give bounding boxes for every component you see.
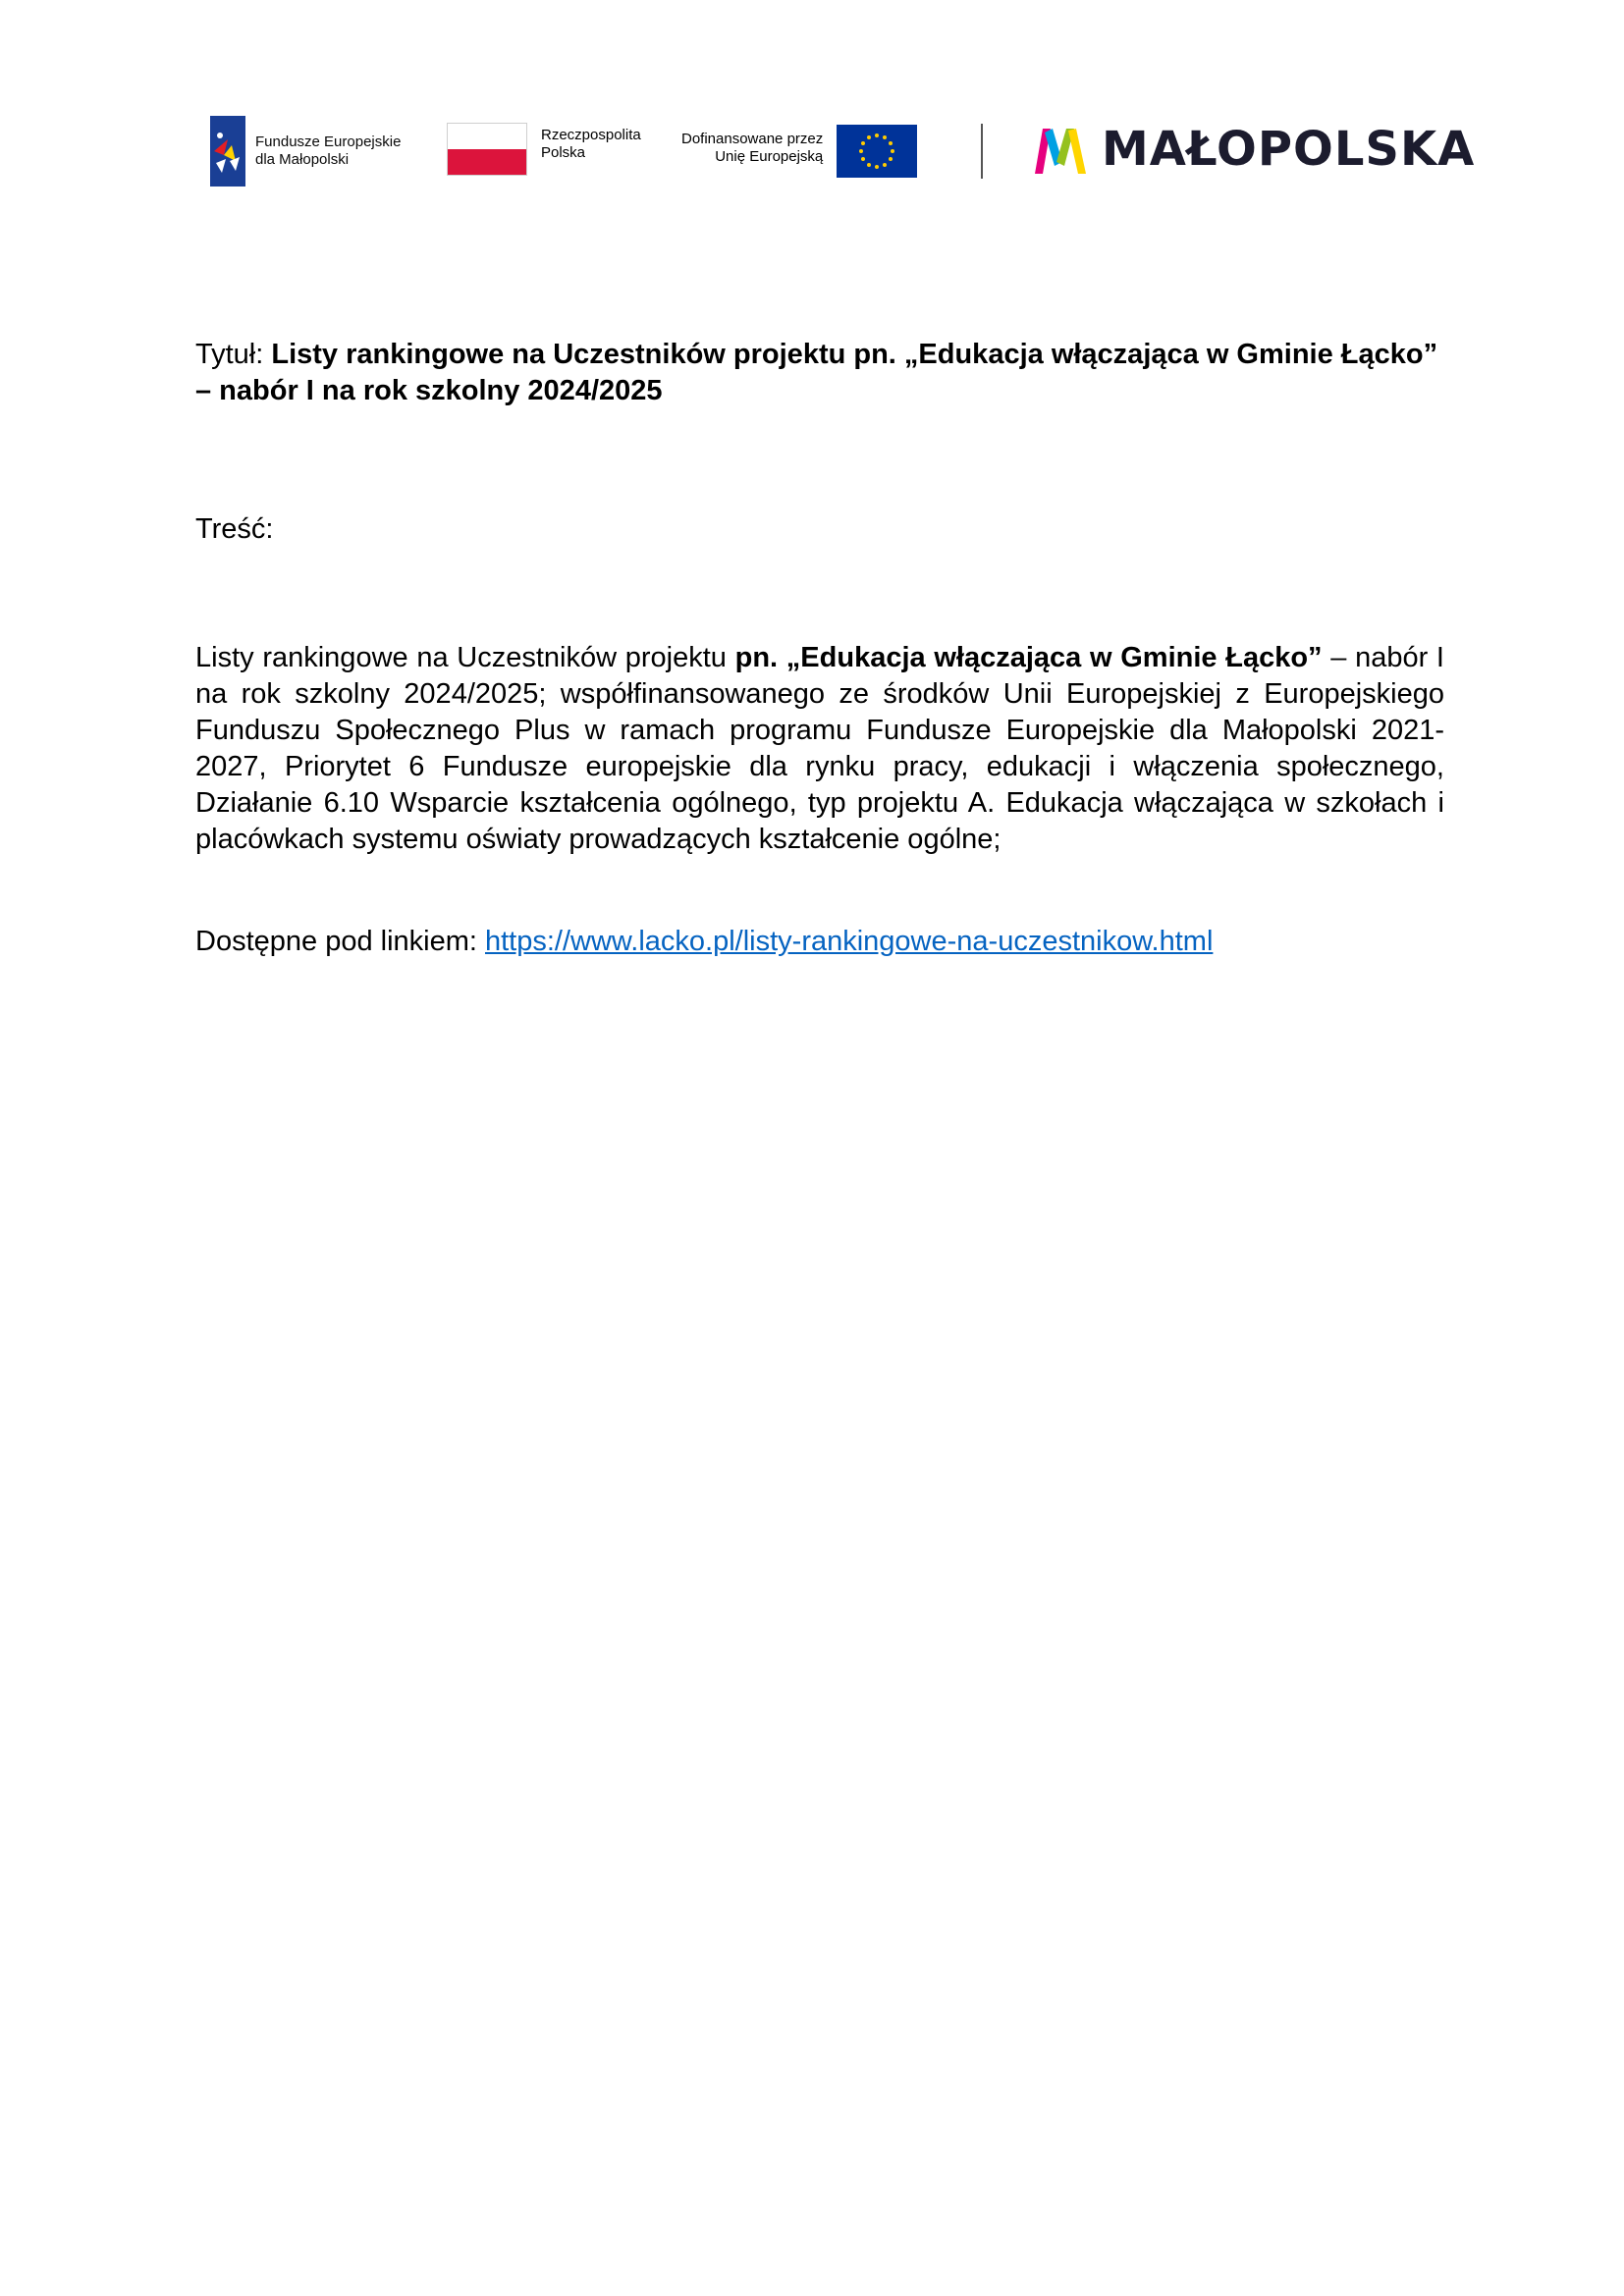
malopolska-logo <box>1033 120 1475 179</box>
malopolska-wordmark: MAŁOPOLSKA <box>1102 122 1476 177</box>
eu-logo-line1: Dofinansowane przez <box>681 131 824 147</box>
ranking-lists-link[interactable]: https://www.lacko.pl/listy-rankingowe-na-uczestnikow.html <box>485 926 1214 957</box>
link-label: Dostępne pod linkiem: <box>195 926 485 957</box>
fundusze-europejskie-logo <box>210 116 401 187</box>
eu-cofinanced-logo <box>681 125 917 178</box>
fundusze-europejskie-icon <box>210 116 245 187</box>
body-text-part1: Listy rankingowe na Uczestników projektu <box>195 642 735 673</box>
content-label: Treść: <box>195 513 274 545</box>
eu-flag-icon <box>837 125 917 178</box>
body-paragraph <box>195 640 1444 858</box>
title-label: Tytuł: <box>195 339 272 370</box>
rzeczpospolita-polska-logo <box>447 123 641 176</box>
title-text: Listy rankingowe na Uczestników projektu pn. „Edukacja włączająca w Gminie Łącko” – nabór I na rok szkolny 2024/2025 <box>195 339 1438 406</box>
document-title <box>195 337 1444 409</box>
fe-logo-line1: Fundusze Europejskie <box>255 133 402 150</box>
poland-flag-icon <box>447 123 527 176</box>
eu-logo-line2: Unię Europejską <box>715 148 824 165</box>
body-text-part2: – nabór I na rok szkolny 2024/2025; współfinansowanego ze środków Unii Europejskiej z Europejskiego Funduszu Społecznego Plus w ramach programu Fundusze Europejskie dla Małopolski 2021-2027, Priorytet 6 Fundusze europejskie dla rynku pracy, edukacji i włączenia społecznego, Działanie 6.10 Wsparcie kształcenia ogólnego, typ projektu A. Edukacja włączająca w szkołach i placówkach systemu oświaty prowadzących kształcenie ogólne; <box>195 642 1444 855</box>
rp-logo-line2: Polska <box>541 144 586 161</box>
malopolska-m-icon <box>1033 123 1088 176</box>
logo-separator <box>981 124 983 179</box>
fe-logo-line2: dla Małopolski <box>255 151 350 168</box>
rp-logo-line1: Rzeczpospolita <box>541 127 641 143</box>
link-line <box>195 924 1444 960</box>
header-logos <box>0 0 1624 196</box>
body-project-name: pn. „Edukacja włączająca w Gminie Łącko” <box>734 642 1323 673</box>
